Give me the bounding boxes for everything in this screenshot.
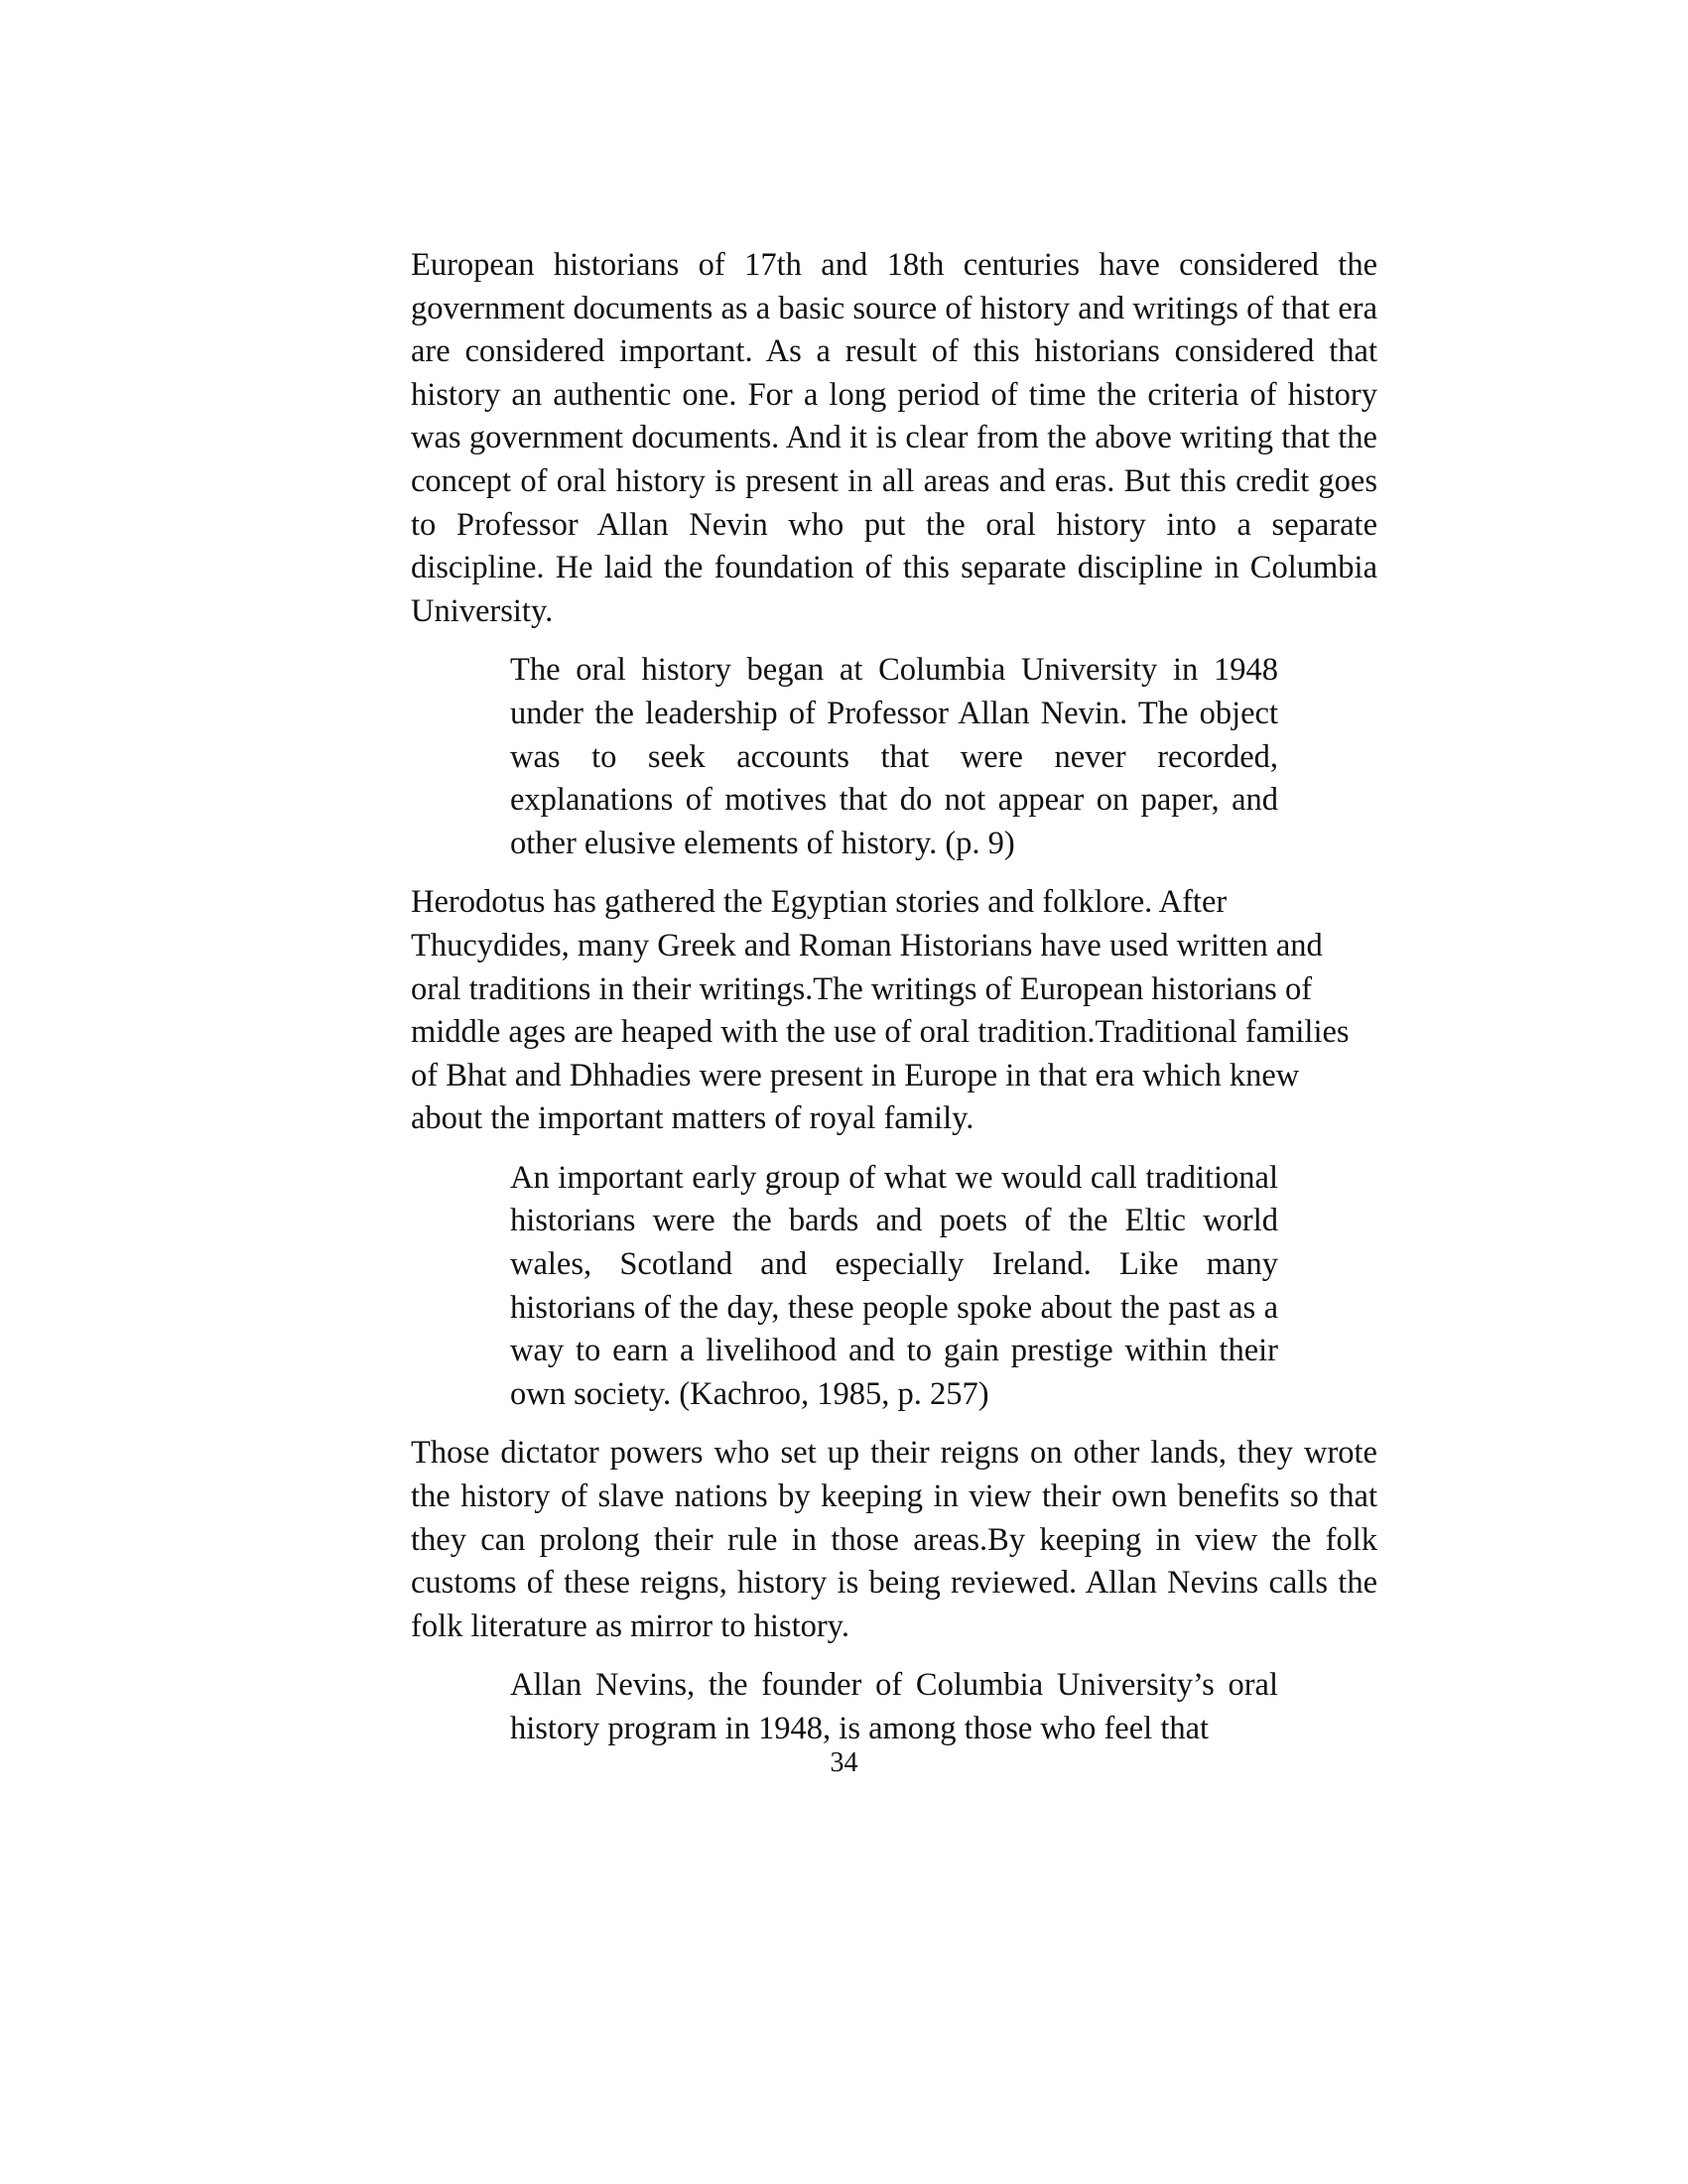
paragraph-herodotus: Herodotus has gathered the Egyptian stories and folklore. After Thucydides, many Greek and Roman Historians have used written and oral traditions in their writings.The writings of European historians of middle ages are heaped with the use of oral tradition.Traditional families of Bhat and Dhhadies were present in Europe in that era which knew about the important matters of royal family. [411,884,1350,1137]
block-quote-allan-nevins: Allan Nevins, the founder of Columbia University’s oral history program in 1948, is among those who feel that [510,1667,1278,1746]
page-body [411,244,1377,1751]
paragraph-dictator-powers: Those dictator powers who set up their reigns on other lands, they wrote the history of slave nations by keeping in view their own benefits so that they can prolong their rule in those areas.By keeping in view the folk customs of these reigns, history is being reviewed. Allan Nevins calls the folk literature as mirror to history. [411,1435,1377,1644]
paragraph-european-historians: European historians of 17th and 18th centuries have considered the government documents as a basic source of history and writings of that era are considered important. As a result of this historians considered that history an authentic one. For a long period of time the criteria of history was government documents. And it is clear from the above writing that the concept of oral history is present in all areas and eras. But this credit goes to Professor Allan Nevin who put the oral history into a separate discipline. He laid the foundation of this separate discipline in Columbia University. [411,247,1377,629]
block-quote-columbia-oral-history: The oral history began at Columbia University in 1948 under the leadership of Professor Allan Nevin. The object was to seek accounts that were never recorded, explanations of motives that do not appear on paper, and other elusive elements of history. (p. 9) [510,652,1278,861]
block-quote-bards-and-poets: An important early group of what we would call traditional historians were the bards and poets of the Eltic world wales, Scotland and especially Ireland. Like many historians of the day, these people spoke about the past as a way to earn a livelihood and to gain prestige within their own society. (Kachroo, 1985, p. 257) [510,1159,1278,1412]
page-number: 34 [830,1747,858,1778]
